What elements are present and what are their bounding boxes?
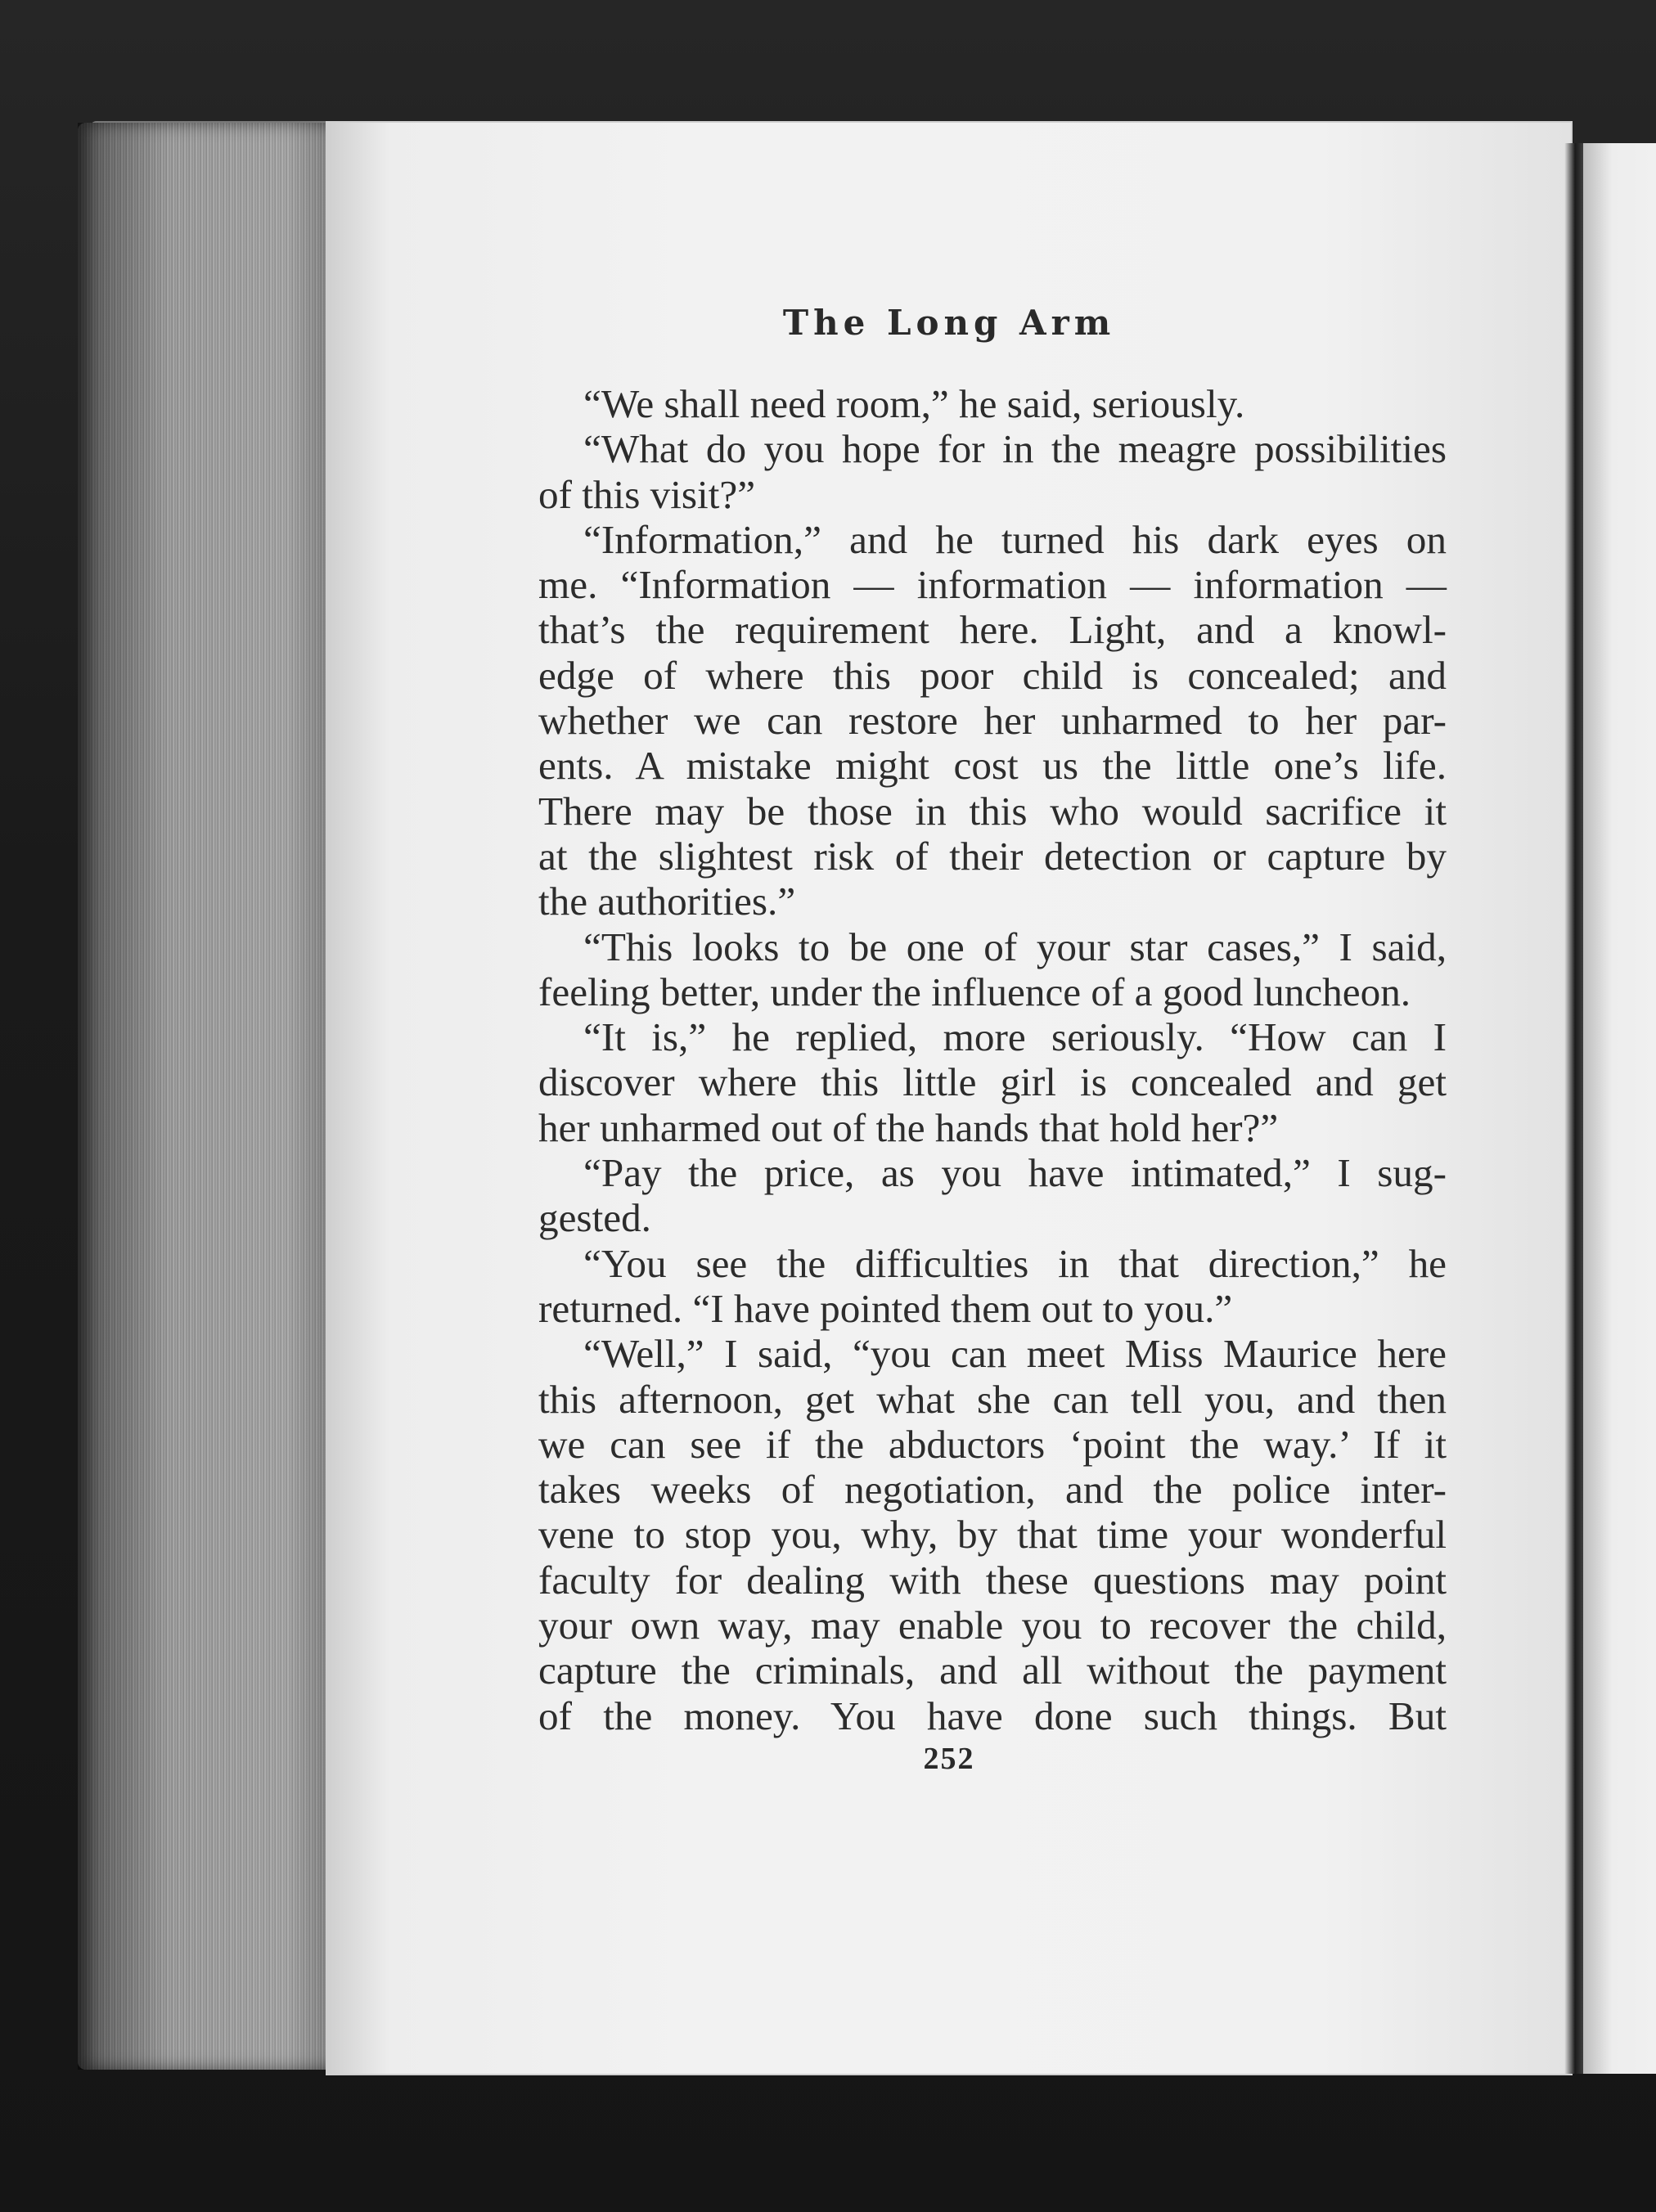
text-line: whether we can restore her unharmed to her par- (538, 698, 1447, 744)
book-page-edges (78, 123, 340, 2070)
text-line: “This looks to be one of your star cases,” I said, (583, 924, 1447, 969)
text-line: “What do you hope for in the meagre possibilities (583, 426, 1447, 472)
text-line: There may be those in this who would sacrifice it (538, 788, 1447, 834)
text-line: of this visit?” (538, 471, 756, 517)
text-line: your own way, may enable you to recover the child, (538, 1603, 1447, 1648)
text-line: this afternoon, get what she can tell you, and then (538, 1376, 1447, 1422)
text-line: her unharmed out of the hands that hold her?” (538, 1104, 1279, 1150)
text-line: feeling better, under the influence of a good luncheon. (538, 969, 1411, 1014)
text-line: capture the criminals, and all without the payment (538, 1648, 1447, 1693)
text-line: edge of where this poor child is concealed; and (538, 652, 1447, 698)
text-line: faculty for dealing with these questions may point (538, 1557, 1447, 1603)
text-line: discover where this little girl is concealed and get (538, 1059, 1447, 1105)
text-line: of the money. You have done such things. But (538, 1693, 1447, 1738)
text-line: the authorities.” (538, 879, 796, 924)
body-text (538, 381, 1447, 1738)
text-line: we can see if the abductors ‘point the way.’ If it (538, 1421, 1447, 1467)
text-line: “Information,” and he turned his dark eyes on (583, 516, 1447, 562)
text-line: “Pay the price, as you have intimated,” I sug- (583, 1150, 1447, 1196)
running-head: The Long Arm (782, 303, 1116, 343)
text-line: “It is,” he replied, more seriously. “How can I (583, 1014, 1447, 1060)
text-line: at the slightest risk of their detection or capture by (538, 833, 1447, 879)
text-line: “Well,” I said, “you can meet Miss Maurice here (583, 1331, 1447, 1377)
text-line: ents. A mistake might cost us the little one’s life. (538, 743, 1447, 789)
text-line: “You see the difficulties in that direction,” he (583, 1240, 1447, 1286)
text-line: me. “Information — information — information — (538, 562, 1447, 608)
text-line: takes weeks of negotiation, and the police inter- (538, 1467, 1447, 1513)
facing-page (1583, 143, 1656, 2074)
text-line: gested. (538, 1195, 651, 1241)
page-number: 252 (923, 1742, 975, 1776)
text-line: “We shall need room,” he said, seriously. (583, 381, 1245, 426)
text-line: returned. “I have pointed them out to you.” (538, 1285, 1233, 1331)
text-line: vene to stop you, why, by that time your wonderful (538, 1512, 1447, 1558)
text-line: that’s the requirement here. Light, and a knowl- (538, 607, 1447, 653)
